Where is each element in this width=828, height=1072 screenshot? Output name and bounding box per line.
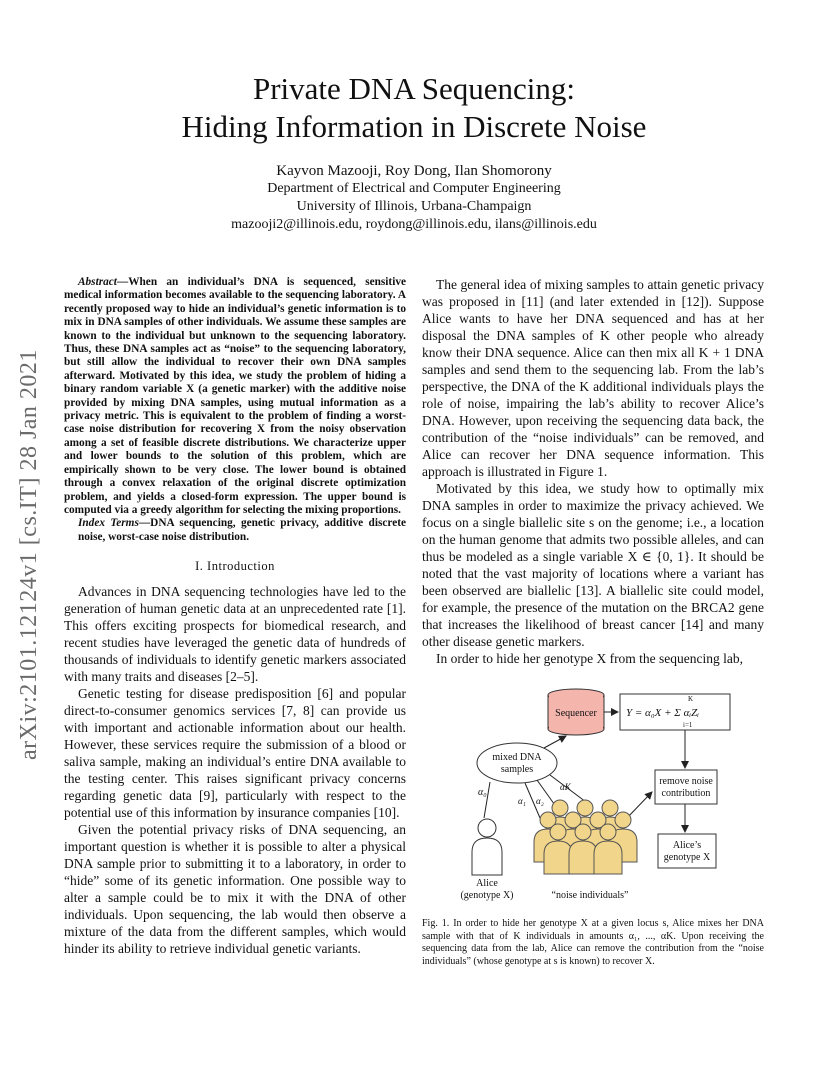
noise-individuals-icon (534, 800, 637, 874)
equation-text: Y = α₀X + Σ αᵢZᵢ (626, 707, 699, 719)
abstract (64, 276, 406, 544)
right-column (422, 276, 764, 667)
sequencer-node (548, 689, 604, 735)
alice-genotype-node (658, 834, 716, 868)
index-terms-text: —DNA sequencing, genetic privacy, additive discrete noise, worst-case noise distribution. (78, 517, 406, 543)
title-line-2: Hiding Information in Discrete Noise (181, 109, 647, 144)
abstract-label: Abstract (78, 276, 117, 288)
arxiv-stamp: arXiv:2101.12124v1 [cs.IT] 28 Jan 2021 (16, 349, 42, 760)
alice-label-line-1: Alice (476, 878, 498, 889)
author-block (0, 162, 828, 234)
intro-paragraph-1: Advances in DNA sequencing technologies have led to the generation of human genetic data at an unprecedented rate [1]. This offers exciting prospects for biomedical research, and recent studies have leveraged the genetic data of hundreds of thousands of individuals to identify genetic markers associated with many traits and diseases [2–5]. (64, 584, 406, 685)
remove-noise-line-2: contribution (661, 788, 711, 799)
alice-genotype-line-2: genotype X (663, 852, 711, 863)
remove-noise-node (655, 770, 717, 804)
right-paragraph-2: Motivated by this idea, we study how to optimally mix DNA samples in order to maximize the privacy achieved. We focus on a single biallelic site s on the genome; i.e., a location on the human genome that admits two possible alleles, and can thus be modeled as a single variable X ∈ {0, 1}. It should be noted that the vast majority of locations where a variant has been observed are biallelic [13]. A biallelic site could model, for example, the presence of the mutation on the BRCA2 gene that increases the likelihood of breast cancer [14] and many other disease genetic markers. (422, 481, 764, 649)
affiliation-university: University of Illinois, Urbana-Champaign (296, 199, 532, 214)
noise-person-head (552, 800, 568, 816)
right-paragraph-1: The general idea of mixing samples to attain genetic privacy was proposed in [11] (and later extended in [12]). Suppose Alice wants to have her DNA sequenced and has at her disposal the DNA samples of K other people who already know their DNA sequence. Alice can then mix all K + 1 DNA samples and send them to the sequencing lab. From the lab’s perspective, the DNA of the K additional individuals plays the role of noise, impairing the lab’s ability to recover Alice’s DNA. However, upon receiving the sequencing data back, the contribution of the “noise individuals” can be removed, and Alice can recover her DNA sequence information. This approach is illustrated in Figure 1. (422, 277, 764, 479)
affiliation-department: Department of Electrical and Computer Engineering (267, 181, 561, 196)
remove-noise-line-1: remove noise (659, 776, 713, 787)
abstract-text: —When an individual’s DNA is sequenced, sensitive medical information becomes available to the sequencing laboratory. A recently proposed way to hide an individual’s genetic information is to mix in DNA samples of other individuals. We assume these samples are known to the individual but unknown to the sequencing laboratory. Thus, these DNA samples act as “noise” to the sequencing laboratory, but still allow the individual to recover their own DNA samples afterward. Motivated by this idea, we study the problem of hiding a binary random variable X (a genetic marker) with the additive noise provided by mixing DNA samples, using mutual information as a privacy metric. This is equivalent to the problem of finding a worst-case noise distribution for recovering X from the noisy observation among a set of feasible discrete distributions. We characterize upper and lower bounds to the solution of this problem, which are empirically shown to be very close. The lower bound is obtained through a convex relaxation of the original discrete optimization problem, and yields a closed-form expression. The upper bound is computed via a greedy algorithm for selecting the mixing proportions. (64, 276, 406, 516)
noise-individuals-label: “noise individuals” (551, 890, 629, 901)
alpha2-label: α₂ (536, 796, 544, 806)
noise-person-head (577, 800, 593, 816)
index-terms-label: Index Terms (78, 517, 139, 530)
sequencer-label: Sequencer (555, 708, 597, 719)
figure-1-diagram (440, 680, 750, 910)
noise-person-body (594, 841, 622, 874)
alice-genotype-line-1: Alice’s (672, 840, 702, 851)
title-line-1: Private DNA Sequencing: (252, 71, 575, 106)
paper-title (0, 70, 828, 146)
alphaK-label: αK (560, 782, 571, 792)
noise-person-head (575, 824, 591, 840)
equation-box (620, 694, 730, 730)
index-terms (64, 517, 406, 544)
right-paragraph-3: In order to hide her genotype X from the sequencing lab, (436, 651, 744, 666)
noise-person-body (544, 841, 572, 874)
sum-upper-limit: K (688, 695, 694, 703)
intro-paragraph-3: Given the potential privacy risks of DNA sequencing, an important question is whether it is possible to alter a physical DNA sample prior to submitting it to a laboratory, in order to “hide” some of its genetic information. One possible way to alter a sample could be to mix it with the DNA of other individuals. Upon sequencing, the lab would then observe a mixture of the data from the different samples, which would hinder its ability to retrieve individual genetic variants. (64, 822, 406, 957)
intro-paragraph-2: Genetic testing for disease predisposition [6] and popular direct-to-consumer genomics services [7, 8] can provide us with important and actionable information about our health. However, these services require the submission of a blood or saliva sample, making an individual’s entire DNA available to the testing center. This raises significant privacy concerns regarding genetic data [9], particularly with respect to the potential use of this information by insurance companies [10]. (64, 686, 406, 821)
noise-person-head (602, 800, 618, 816)
mixed-dna-line-1: mixed DNA (492, 752, 542, 763)
figure-1-caption: Fig. 1. In order to hide her genotype X at a given locus s, Alice mixes her DNA sample with that of K individuals in amounts α₁, ..., αK. Upon receiving the sequencing data from the lab, Alice can remove the contribution from the “noise individuals” (whose genotype at s is known) to recover X. (422, 918, 764, 967)
mixed-dna-node (477, 743, 557, 783)
alice-label-line-2: (genotype X) (460, 890, 514, 901)
left-column (64, 276, 406, 957)
author-names: Kayvon Mazooji, Roy Dong, Ilan Shomorony (276, 163, 552, 179)
alpha1-label: α₁ (518, 796, 526, 806)
section-heading: I. Introduction (195, 559, 275, 574)
alpha0-label: α₀ (478, 787, 487, 798)
noise-person-head (615, 812, 631, 828)
noise-person-head (550, 824, 566, 840)
author-emails: mazooji2@illinois.edu, roydong@illinois.edu, ilans@illinois.edu (231, 217, 597, 232)
noise-person-head (600, 824, 616, 840)
noise-person-body (569, 841, 597, 874)
alice-person-icon (472, 819, 502, 875)
sum-lower-limit: i=1 (683, 721, 693, 729)
mixed-dna-line-2: samples (500, 764, 534, 775)
arrow-to-sequencer (544, 736, 566, 748)
